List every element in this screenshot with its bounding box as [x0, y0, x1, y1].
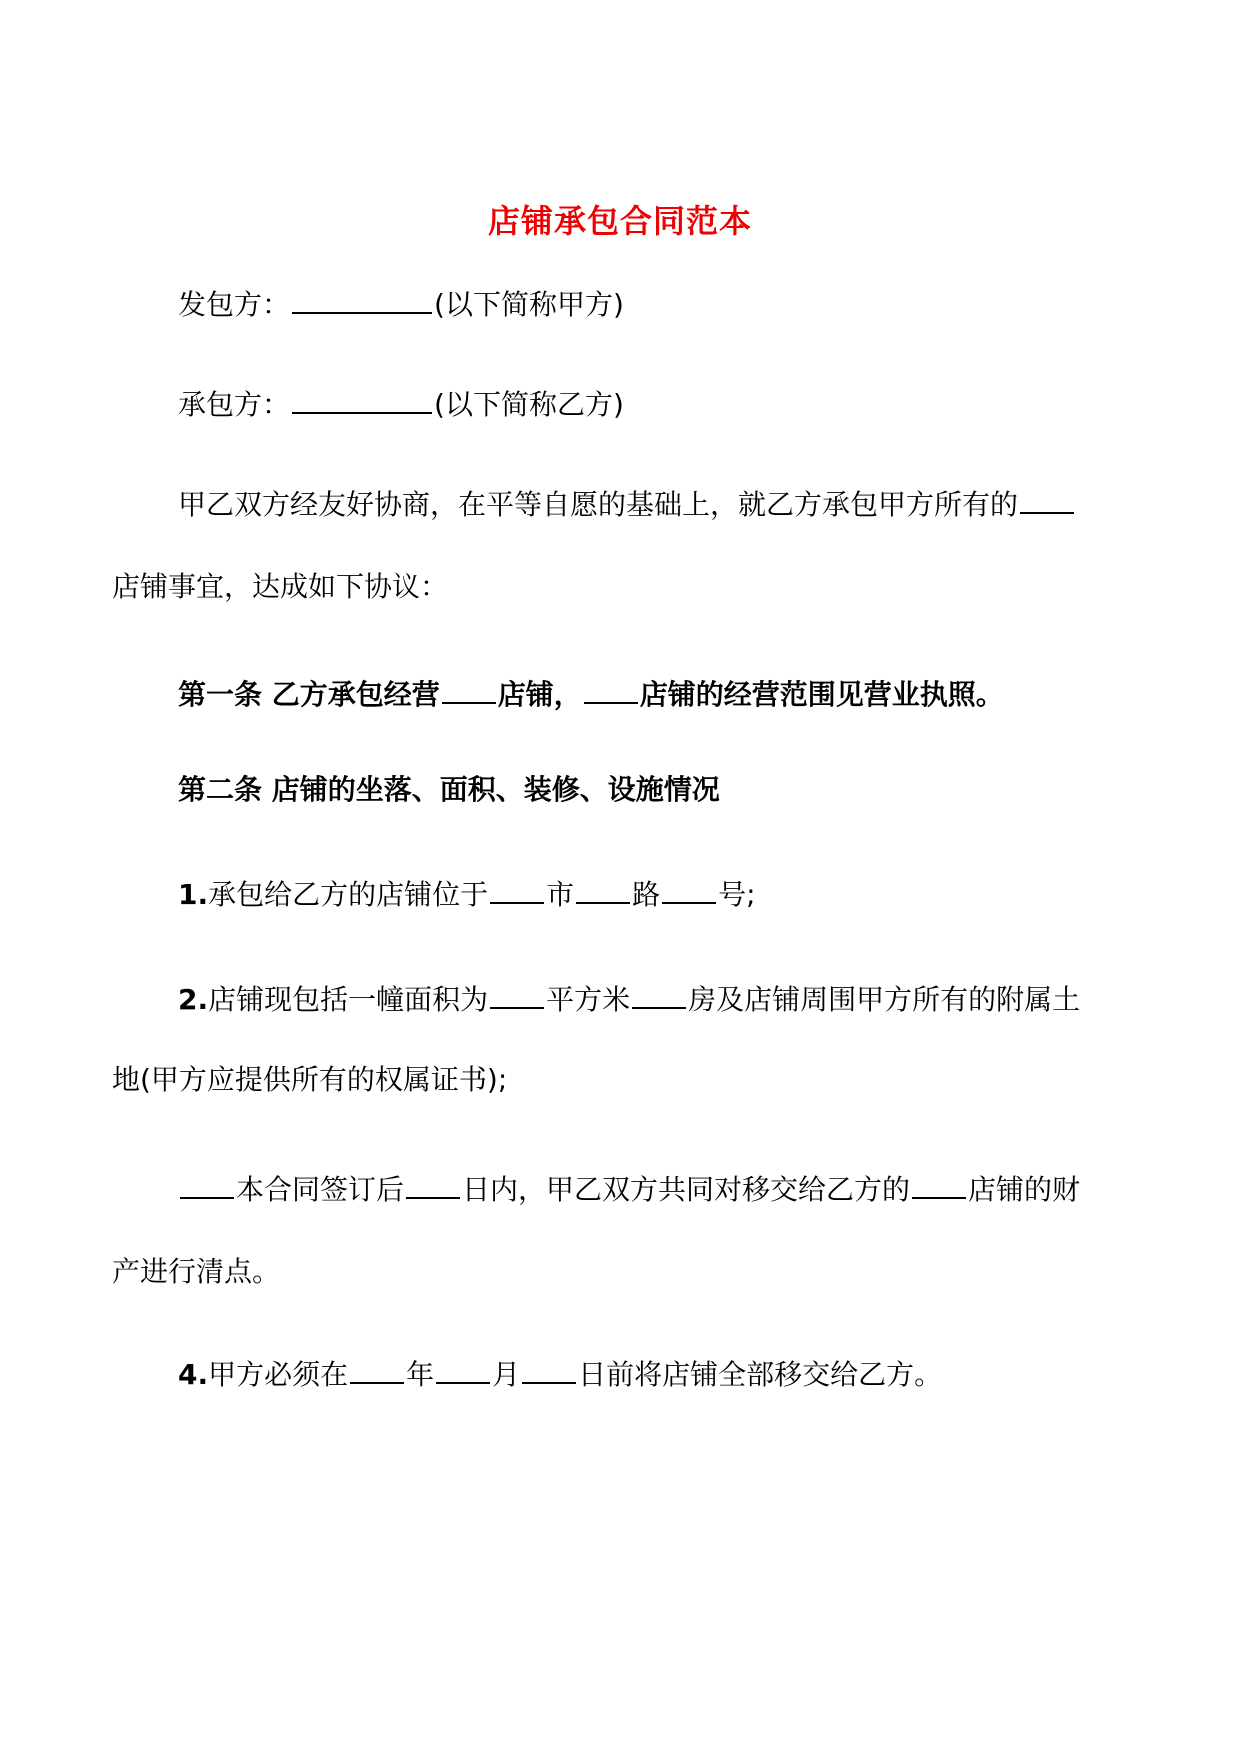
party-b-line: [112, 380, 1190, 425]
intro-text-2: 店铺事宜，达成如下协议：: [112, 570, 449, 603]
item-1-blank-number: [662, 870, 716, 904]
item-4-blank-day: [522, 1350, 576, 1384]
item-1-text-3: 路: [632, 878, 661, 911]
item-3-blank-lead: [180, 1165, 234, 1199]
intro-blank: [1020, 480, 1074, 514]
intro-text-1: 甲乙双方经友好协商，在平等自愿的基础上，就乙方承包甲方所有的: [178, 488, 1019, 521]
party-a-suffix: (以下简称甲方): [434, 288, 624, 321]
item-4: [112, 1350, 1190, 1395]
item-3-blank-shop: [912, 1165, 966, 1199]
party-b-blank: [292, 380, 432, 414]
item-3-line-2: [112, 1252, 1124, 1292]
document-title: 店铺承包合同范本: [487, 202, 752, 240]
item-3-blank-days: [406, 1165, 460, 1199]
item-4-blank-month: [436, 1350, 490, 1384]
item-2-line-1: [112, 975, 1190, 1020]
intro-line-1: [112, 480, 1190, 525]
article-2-heading-text: 第二条 店铺的坐落、面积、装修、设施情况: [178, 773, 720, 806]
party-b-suffix: (以下简称乙方): [434, 388, 624, 421]
item-4-blank-year: [350, 1350, 404, 1384]
item-4-number: 4.: [178, 1358, 209, 1391]
item-2-text-4: 地(甲方应提供所有的权属证书);: [112, 1063, 508, 1096]
item-4-text-3: 月: [492, 1358, 521, 1391]
intro-line-2: [112, 567, 1124, 607]
article-1-text-1: 第一条 乙方承包经营: [178, 678, 440, 711]
article-1: [112, 670, 1190, 715]
item-2-line-2: [112, 1060, 1124, 1100]
item-4-text-4: 日前将店铺全部移交给乙方。: [578, 1358, 943, 1391]
item-3-text-3: 店铺的财: [968, 1173, 1081, 1206]
article-1-blank-1: [442, 670, 496, 704]
party-b-label: 承包方：: [178, 388, 291, 421]
item-2-text-2: 平方米: [546, 983, 631, 1016]
item-2-text-3: 房及店铺周围甲方所有的附属土: [688, 983, 1081, 1016]
party-a-line: [112, 280, 1190, 325]
article-1-text-2: 店铺，: [497, 678, 582, 711]
item-2-number: 2.: [178, 983, 209, 1016]
article-2-heading: [112, 770, 1190, 810]
party-a-blank: [292, 280, 432, 314]
item-3-text-1: 本合同签订后: [236, 1173, 405, 1206]
party-a-label: 发包方：: [178, 288, 291, 321]
item-1-text-1: 承包给乙方的店铺位于: [208, 878, 489, 911]
item-3-text-2: 日内，甲乙双方共同对移交给乙方的: [462, 1173, 911, 1206]
item-2-blank-house: [632, 975, 686, 1009]
item-1: [112, 870, 1190, 915]
item-2-blank-area: [490, 975, 544, 1009]
item-3-text-4: 产进行清点。: [112, 1255, 281, 1288]
item-4-text-2: 年: [406, 1358, 435, 1391]
item-3-line-1: [112, 1165, 1190, 1210]
item-1-blank-road: [576, 870, 630, 904]
item-1-blank-city: [490, 870, 544, 904]
item-1-text-4: 号;: [718, 878, 756, 911]
item-1-number: 1.: [178, 878, 209, 911]
item-4-text-1: 甲方必须在: [208, 1358, 349, 1391]
article-1-blank-2: [584, 670, 638, 704]
item-1-text-2: 市: [546, 878, 575, 911]
item-2-text-1: 店铺现包括一幢面积为: [208, 983, 489, 1016]
article-1-text-3: 店铺的经营范围见营业执照。: [639, 678, 1004, 711]
